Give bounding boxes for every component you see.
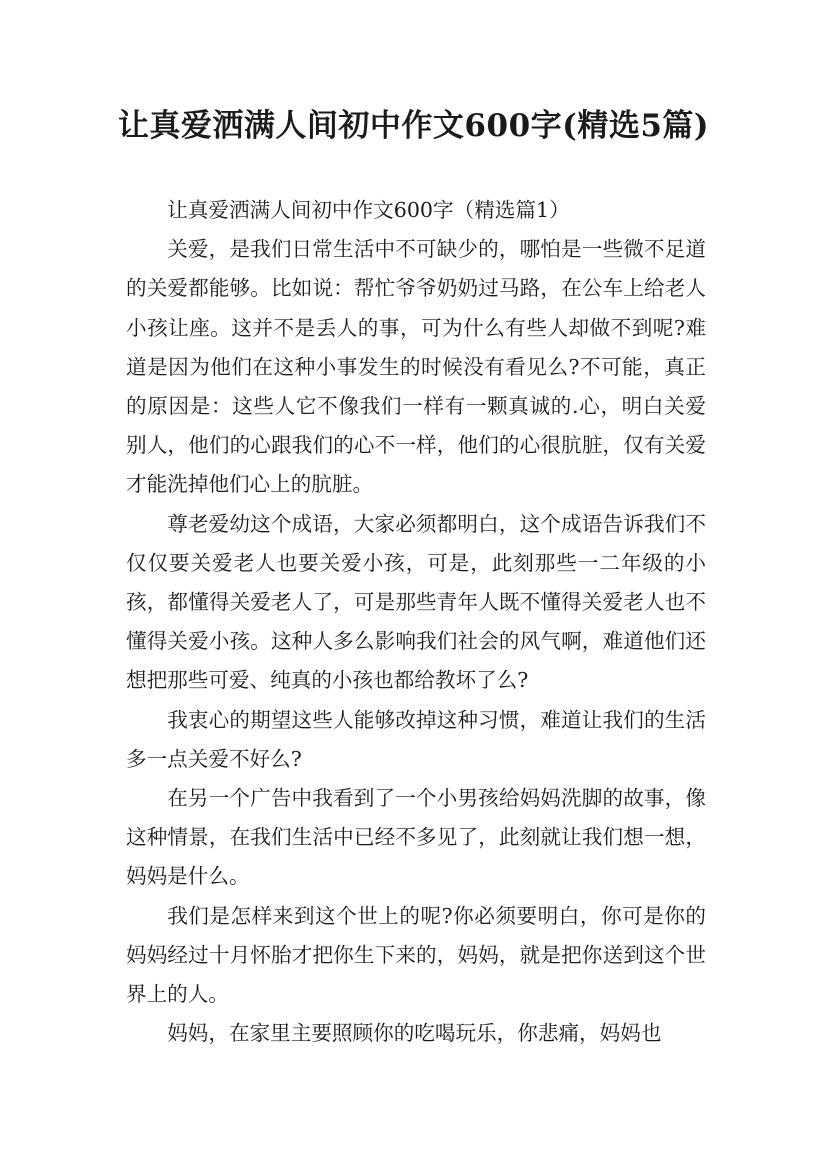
document-title: 让真爱洒满人间初中作文600字(精选5篇) xyxy=(117,108,710,144)
paragraph-3: 我衷心的期望这些人能够改掉这种习惯，难道让我们的生活多一点关爱不好么? xyxy=(126,707,706,771)
section-subtitle: 让真爱洒满人间初中作文600字（精选篇1） xyxy=(167,198,570,222)
paragraph-4: 在另一个广告中我看到了一个小男孩给妈妈洗脚的故事，像这种情景，在我们生活中已经不多见了，此刻就让我们想一想，妈妈是什么。 xyxy=(126,786,706,889)
paragraph-6: 妈妈，在家里主要照顾你的吃喝玩乐，你悲痛，妈妈也 xyxy=(167,1021,662,1046)
paragraph-2: 尊老爱幼这个成语，大家必须都明白，这个成语告诉我们不仅仅要关爱老人也要关爱小孩，可是，此刻那些一二年级的小孩，都懂得关爱老人了，可是那些青年人既不懂得关爱老人也不懂得关爱小孩。这种人多么影响我们社会的风气啊，难道他们还想把那些可爱、纯真的小孩也都给教坏了么? xyxy=(126,511,706,693)
paragraph-5: 我们是怎样来到这个世上的呢?你必须要明白，你可是你的妈妈经过十月怀胎才把你生下来的，妈妈，就是把你送到这个世界上的人。 xyxy=(126,903,706,1007)
paragraph-1: 关爱，是我们日常生活中不可缺少的，哪怕是一些微不足道的关爱都能够。比如说：帮忙爷爷奶奶过马路，在公车上给老人小孩让座。这并不是丢人的事，可为什么有些人却做不到呢?难道是因为他们在这种小事发生的时候没有看见么?不可能，真正的原因是：这些人它不像我们一样有一颗真诚的.心，明白关爱别人，他们的心跟我们的心不一样，他们的心很肮脏，仅有关爱才能洗掉他们心上的肮脏。 xyxy=(126,237,706,497)
document-body xyxy=(126,191,706,1053)
